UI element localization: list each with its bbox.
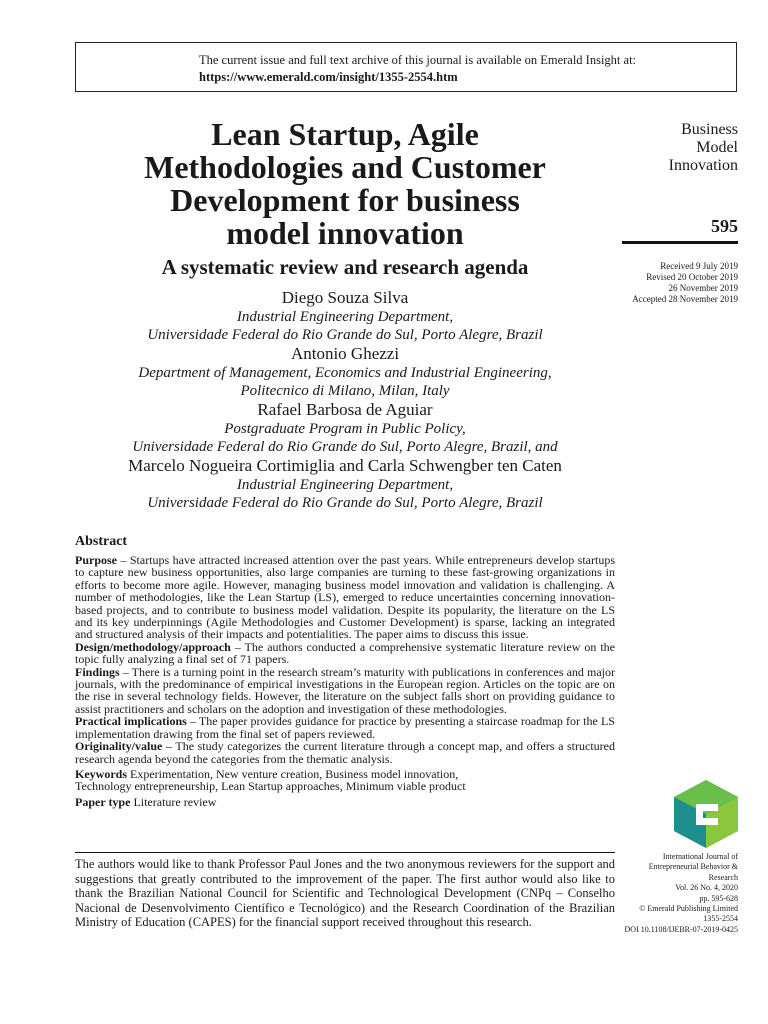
title-line: Development for business <box>170 182 520 218</box>
abstract-keywords <box>75 768 615 793</box>
author-name: Antonio Ghezzi <box>290 344 400 363</box>
journal-meta-line: Vol. 26 No. 4, 2020 <box>675 883 738 893</box>
page-number-rule <box>622 241 738 244</box>
title-line: Methodologies and Customer <box>144 149 546 185</box>
author-affiliation: Universidade Federal do Rio Grande do Sul, Porto Alegre, Brazil, and <box>132 439 558 455</box>
submission-dates <box>600 261 738 305</box>
paper-type-text: Literature review <box>130 794 217 809</box>
journal-meta-line: Entrepreneurial Behavior & <box>648 862 738 872</box>
purpose-label: Purpose <box>75 553 117 567</box>
date-line: 26 November 2019 <box>668 283 738 293</box>
running-title-line: Model <box>696 139 738 156</box>
emerald-logo-icon <box>672 778 740 850</box>
keywords-text: Experimentation, New venture creation, Business model innovation, <box>127 766 459 781</box>
author-affiliation: Industrial Engineering Department, <box>236 309 454 325</box>
author-name: Marcelo Nogueira Cortimiglia and Carla Schwengber ten Caten <box>128 456 562 475</box>
abstract-heading: Abstract <box>75 534 128 549</box>
abstract-design <box>75 641 615 666</box>
findings-text: – There is a turning point in the research stream’s maturity with publications in conferences and major journals, with the predominance of empirical investigations in the European region. Articles on the topic are on the rise in several technology fields. However, the literature on the subject falls short on providing guidance to assist practitioners and scholars on the adoption and investigation of these methodologies. <box>75 664 615 716</box>
author-affiliation: Politecnico di Milano, Milan, Italy <box>240 383 450 399</box>
title-line: model innovation <box>226 215 464 251</box>
author-affiliation: Industrial Engineering Department, <box>236 477 454 493</box>
journal-meta-line: International Journal of <box>662 852 738 861</box>
paper-title <box>95 118 595 250</box>
abstract-paper-type <box>75 796 615 808</box>
journal-meta-line: 1355-2554 <box>703 914 738 924</box>
journal-url-link[interactable]: https://www.emerald.com/insight/1355-2554.htm <box>199 70 458 84</box>
author-affiliation: Universidade Federal do Rio Grande do Sul, Porto Alegre, Brazil <box>147 495 543 511</box>
author-affiliation: Department of Management, Economics and Industrial Engineering, <box>138 365 552 381</box>
keywords-text-continued: Technology entrepreneurship, Lean Startup approaches, Minimum viable product <box>75 779 466 794</box>
abstract-purpose <box>75 554 615 641</box>
keywords-label: Keywords <box>75 766 127 781</box>
journal-meta-line: © Emerald Publishing Limited <box>639 904 738 914</box>
running-title-line: Business <box>681 121 738 138</box>
findings-label: Findings <box>75 664 120 679</box>
footnote-rule <box>75 852 615 853</box>
author-affiliation: Universidade Federal do Rio Grande do Sul, Porto Alegre, Brazil <box>147 327 543 343</box>
journal-metadata <box>612 852 738 935</box>
design-text: – The authors conducted a comprehensive systematic literature review on the topic fully analyzing a final set of 71 papers. <box>75 639 615 667</box>
author-name: Rafael Barbosa de Aguiar <box>257 400 433 419</box>
author-name: Diego Souza Silva <box>281 288 409 307</box>
abstract-originality <box>75 740 615 765</box>
date-line: Received 9 July 2019 <box>660 261 738 271</box>
abstract-findings <box>75 666 615 716</box>
journal-availability-box <box>75 42 737 92</box>
design-label: Design/methodology/approach <box>75 639 231 654</box>
title-line: Lean Startup, Agile <box>211 116 479 152</box>
abstract-practical <box>75 715 615 740</box>
author-list <box>75 288 615 512</box>
originality-label: Originality/value <box>75 739 163 754</box>
abstract-body <box>75 554 615 808</box>
paper-type-label: Paper type <box>75 794 131 809</box>
page-number: 595 <box>711 216 738 236</box>
running-title-line: Innovation <box>668 157 738 174</box>
availability-text: The current issue and full text archive of this journal is available on Emerald Insight at: <box>199 53 637 67</box>
originality-text: – The study categorizes the current literature through a concept map, and offers a structured research agenda beyond the categories from the thematic analysis. <box>75 739 615 766</box>
author-affiliation: Postgraduate Program in Public Policy, <box>224 421 466 437</box>
running-journal-title <box>620 121 738 175</box>
practical-text: – The paper provides guidance for practice by presenting a staircase roadmap for the LS implementation drawing from the final set of papers reviewed. <box>75 714 615 741</box>
date-line: Revised 20 October 2019 <box>646 272 738 282</box>
practical-label: Practical implications <box>75 714 187 729</box>
purpose-text: – Startups have attracted increased attention over the past years. While entrepreneurs develop startups to capture new business opportunities, also large companies are turning to these fast-growing organizations in efforts to become more agile. However, managing business model innovation and validation is challenging. A number of methodologies, like the Lean Startup (LS), emerged to reduce uncertainties concerning innovation-based projects, and to contribute to business model validation. Despite its popularity, the literature on the LS and its key underpinnings (Agile Methodologies and Customer Development) is sparse, lacking an integrated and structured analysis of their impacts and potentialities. The paper aims to discuss this issue. <box>75 553 615 642</box>
journal-meta-line: Research <box>708 872 738 882</box>
date-line: Accepted 28 November 2019 <box>632 294 738 304</box>
paper-subtitle: A systematic review and research agenda <box>161 255 529 279</box>
acknowledgement-footnote: The authors would like to thank Professor Paul Jones and the two anonymous reviewers for the support and suggestions that greatly contributed to the improvement of the paper. The first author would also like to thank the Brazilian National Council for Scientific and Technological Development (CNPq – Conselho Nacional de Desenvolvimento Científico e Tecnológico) and the Research Coordination of the Brazilian Ministry of Education (CAPES) for the financial support received throughout this research. <box>75 857 615 929</box>
journal-meta-line: pp. 595-628 <box>699 893 738 903</box>
doi-link[interactable]: DOI 10.1108/IJEBR-07-2019-0425 <box>624 924 738 934</box>
